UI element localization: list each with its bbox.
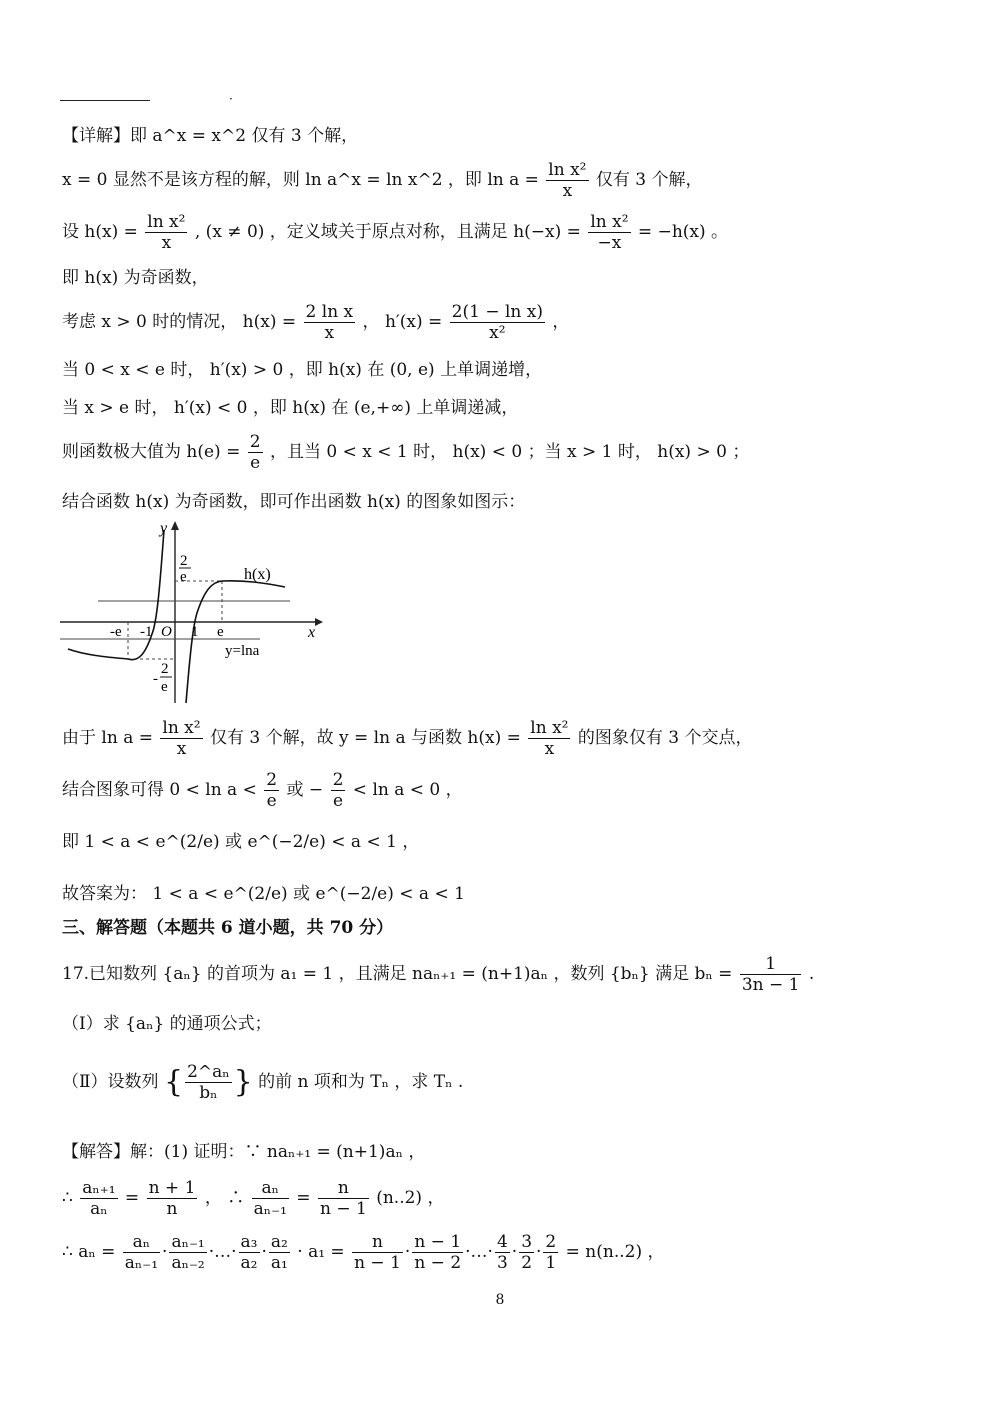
answer-line-2: ∴ $\frac{\text{aₙ₊₁}}{\text{aₙ}}$ = $\frac{n + 1}{n}$ ， ∴ $\frac{\text{aₙ}}{\text{aₙ₋₁}}$ = $\frac{n}{n - 1}$ (n..2) ， <box>62 1178 445 1219</box>
min-sign: - <box>153 671 158 687</box>
fraction: $\frac{n - 1}{n - 2}$ <box>414 1232 462 1273</box>
fraction: $\frac{\text{ln x²}}{-x}$ <box>590 212 629 253</box>
fraction: $\frac{2}{e}$ <box>249 432 261 473</box>
line-11: 结合图象可得 0 < ln a < $\frac{2}{e}$ 或 − $\frac{2}{e}$ < ln a < 0 ， <box>62 770 463 811</box>
min-num: 2 <box>161 661 169 677</box>
line-8: 则函数极大值为 h(e) = $\frac{2}{e}$ ，且当 0 < x < 1 时， h(x) < 0 ；当 x > 1 时， h(x) > 0 ； <box>62 432 750 473</box>
line-10: 由于 ln a = $\frac{\text{ln x²}}{x}$ 仅有 3 个解，故 y = ln a 与函数 h(x) = $\frac{\text{ln x²}}{x}$ 的图象仅有 3 个交点， <box>62 718 753 759</box>
page-number: 8 <box>495 1292 505 1308</box>
min-den: e <box>161 679 168 695</box>
section-heading: 三、解答题（本题共 6 道小题，共 70 分） <box>62 918 394 938</box>
max-den: e <box>180 569 187 585</box>
fraction: $\frac{n + 1}{n}$ <box>148 1178 196 1219</box>
fraction: $\frac{\text{a₃}}{\text{a₂}}$ <box>240 1232 258 1273</box>
line-3: 设 h(x) = $\frac{\text{ln x²}}{x}$ , (x ≠ 0) ，定义域关于原点对称，且满足 h(−x) = $\frac{\text{ln x²}}{-x}$ = −h(x) 。 <box>62 212 729 253</box>
line-13: 故答案为： 1 < a < e^(2/e) 或 e^(−2/e) < a < 1 <box>62 884 465 904</box>
fraction: $\frac{\text{aₙ}}{\text{aₙ₋₁}}$ <box>253 1178 287 1219</box>
line-2: x = 0 显然不是该方程的解，则 ln a^x = ln x^2 ，即 ln a = $\frac{\text{ln x²}}{x}$ 仅有 3 个解， <box>62 160 703 201</box>
tick-e: e <box>217 624 224 640</box>
fraction: $\frac{\text{a₂}}{\text{a₁}}$ <box>270 1232 288 1273</box>
tick-neg-1: -1 <box>140 624 153 640</box>
fraction: $\frac{\text{aₙ₋₁}}{\text{aₙ₋₂}}$ <box>171 1232 205 1273</box>
line-4: 即 h(x) 为奇函数， <box>62 268 209 288</box>
fraction: $\frac{\text{ln x²}}{x}$ <box>530 718 569 759</box>
fraction: $\frac{2}{e}$ <box>332 770 344 811</box>
fraction: $\frac{1}{3n - 1}$ <box>741 954 800 995</box>
fraction: $\frac{4}{3}$ <box>496 1232 508 1273</box>
line-7: 当 x > e 时， h′(x) < 0 ，即 h(x) 在 (e,+∞) 上单调递减， <box>62 398 519 418</box>
fraction: $\frac{\text{ln x²}}{x}$ <box>162 718 201 759</box>
curve-right-branch <box>186 581 285 703</box>
line-12: 即 1 < a < e^(2/e) 或 e^(−2/e) < a < 1 ， <box>62 832 420 852</box>
problem-17: 17.已知数列 {aₙ} 的首项为 a₁ = 1 ，且满足 naₙ₊₁ = (n+1)aₙ ，数列 {bₙ} 满足 bₙ = $\frac{1}{3n - 1}$ . <box>62 954 815 995</box>
fraction: $\frac{\text{ln x²}}{x}$ <box>147 212 186 253</box>
fraction: $\frac{n}{n - 1}$ <box>319 1178 367 1219</box>
fraction: $\frac{n}{n - 1}$ <box>354 1232 401 1273</box>
tick-1: 1 <box>191 624 199 640</box>
top-rule <box>60 100 150 101</box>
line-6: 当 0 < x < e 时， h′(x) > 0 ，即 h(x) 在 (0, e) 上单调递增， <box>62 360 543 380</box>
line-label: y=lna <box>225 643 260 659</box>
part-2: （Ⅱ）设数列 { $\frac{\text{2\textasciicircum{}aₙ}}{\text{bₙ}}$ } 的前 n 项和为 Tₙ ，求 Tₙ . <box>62 1062 464 1103</box>
y-label: y <box>160 520 168 537</box>
fraction: $\frac{\text{ln x²}}{x}$ <box>548 160 587 201</box>
line-1: 【详解】即 a^x = x^2 仅有 3 个解， <box>62 126 359 146</box>
fraction: $\frac{2}{e}$ <box>266 770 278 811</box>
fraction: $\frac{\text{2\textasciicircum{}aₙ}}{\text{bₙ}}$ <box>187 1062 230 1103</box>
fraction: $\frac{\text{2(1 − ln x)}}{\text{x²}}$ <box>451 302 543 343</box>
part-1: （Ⅰ）求 {aₙ} 的通项公式； <box>62 1014 272 1034</box>
tick-neg-e: -e <box>110 624 122 640</box>
fraction: $\frac{\text{2 ln x}}{x}$ <box>305 302 354 343</box>
x-axis-arrow <box>315 618 323 626</box>
y-axis-arrow <box>171 521 179 530</box>
dot-mark: · <box>229 92 233 106</box>
fraction: $\frac{\text{aₙ₊₁}}{\text{aₙ}}$ <box>82 1178 116 1219</box>
line-5: 考虑 x > 0 时的情况， h(x) = $\frac{\text{2 ln x}}{x}$ ， h′(x) = $\frac{\text{2(1 − ln x)}}{\text{x²}}$ ， <box>62 302 570 343</box>
answer-line-1: 【解答】解：(1) 证明：∵ naₙ₊₁ = (n+1)aₙ ， <box>62 1142 426 1162</box>
answer-line-3: ∴ aₙ = $\frac{\text{aₙ}}{\text{aₙ₋₁}}$ · $\frac{\text{aₙ₋₁}}{\text{aₙ₋₂}}$ ·…· $\frac{\text{a₃}}{\text{a₂}}$ · $\frac{\text{a₂}}{\text{a₁}}$ · a₁ = $\frac{n}{n - 1}$ · $\frac{n - 1}{n - 2}$ ·…· $\frac{4}{3}$ · $\frac{3}{2}$ · $\frac{2}{1}$ = n(n..2) ， <box>62 1232 665 1273</box>
fraction: $\frac{\text{aₙ}}{\text{aₙ₋₁}}$ <box>124 1232 159 1273</box>
line-9: 结合函数 h(x) 为奇函数，即可作出函数 h(x) 的图象如图示： <box>62 492 526 512</box>
fraction: $\frac{3}{2}$ <box>521 1232 533 1273</box>
fraction: $\frac{2}{1}$ <box>545 1232 557 1273</box>
max-num: 2 <box>180 553 188 569</box>
curve-label: h(x) <box>244 566 271 583</box>
tick-origin: O <box>161 624 172 640</box>
function-graph <box>60 515 330 705</box>
x-label: x <box>308 624 316 641</box>
curve-left-branch <box>68 530 164 660</box>
